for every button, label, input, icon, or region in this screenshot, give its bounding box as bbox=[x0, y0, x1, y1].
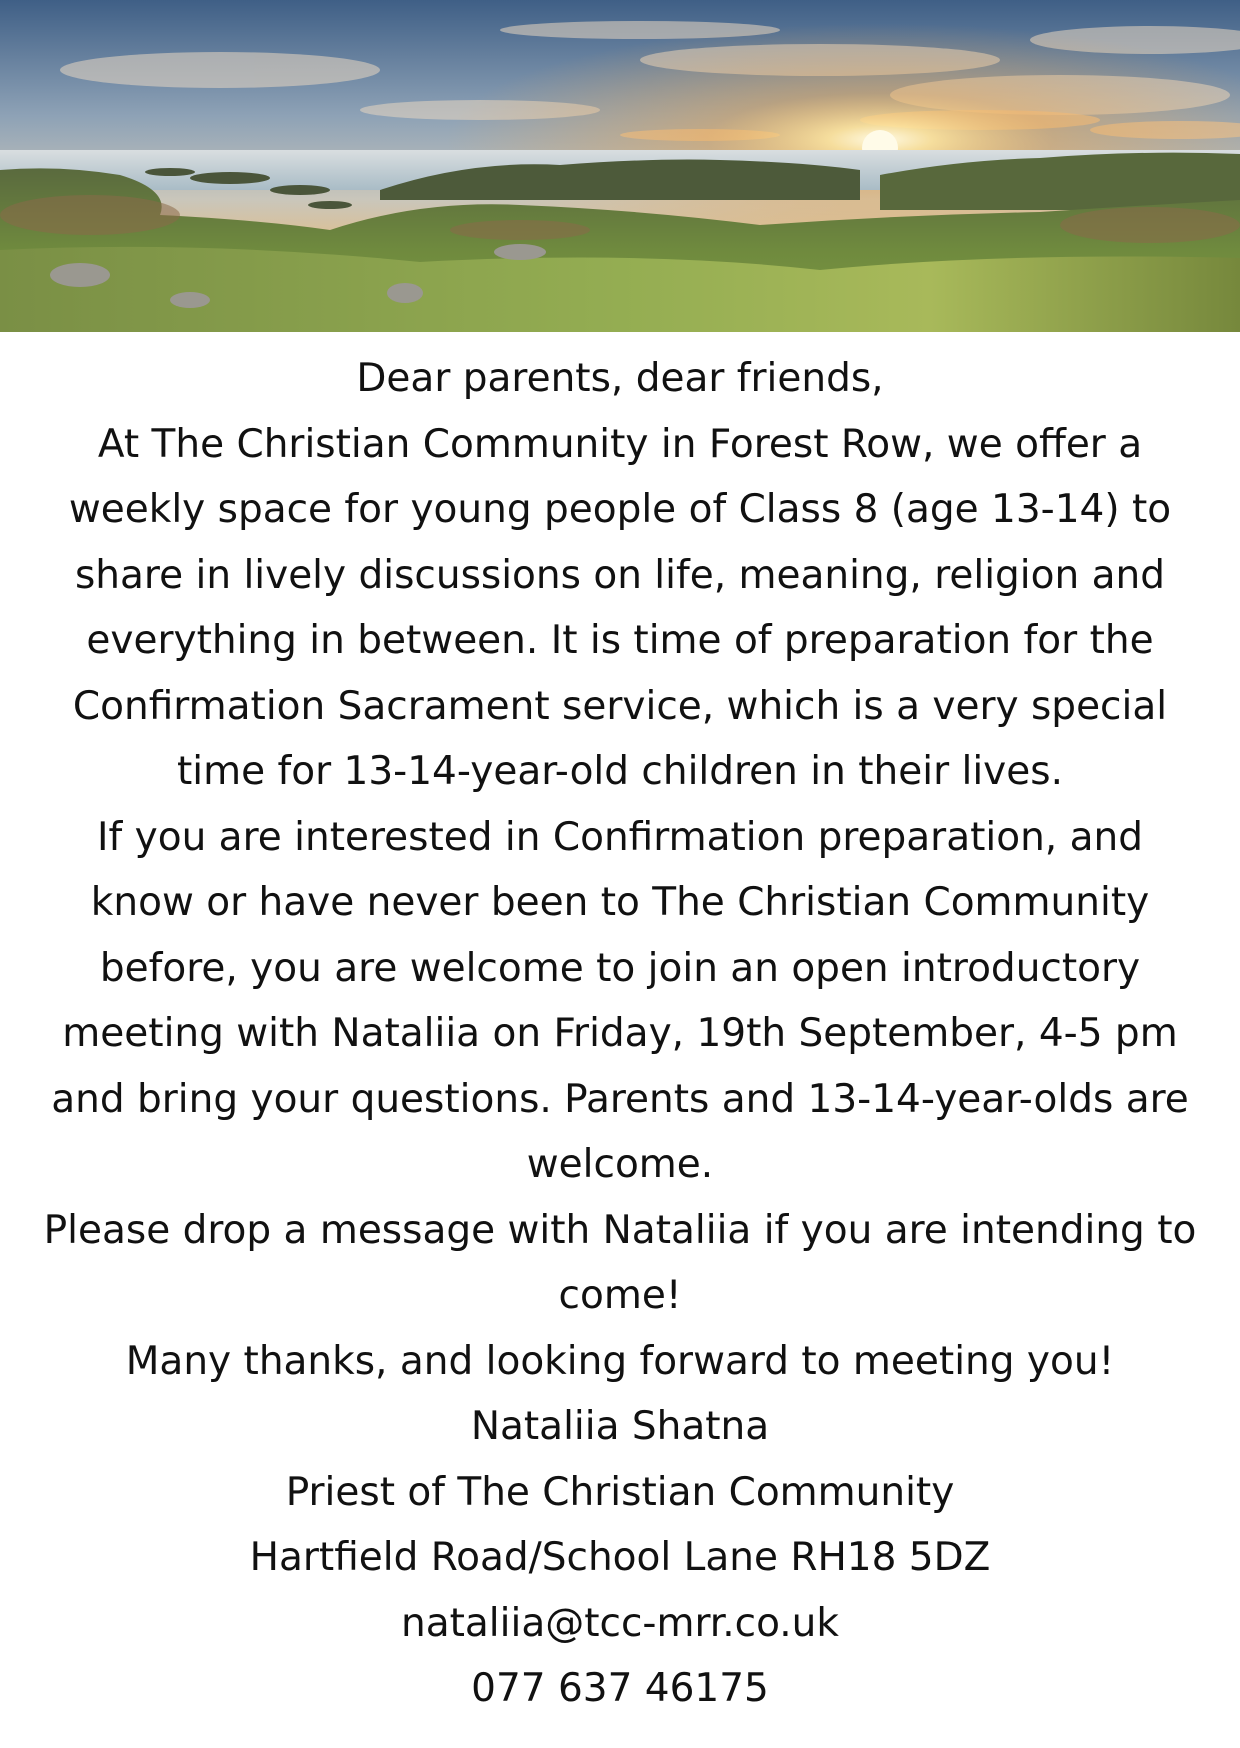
letter-greeting: Dear parents, dear friends, bbox=[356, 356, 884, 401]
letter-closing: Many thanks, and looking forward to meeting you! bbox=[125, 1338, 1115, 1384]
signature-phone: 077 637 46175 bbox=[471, 1666, 769, 1711]
coastal-sunset-landscape-photo bbox=[0, 0, 1240, 332]
signature-address: Hartfield Road/School Lane RH18 5DZ bbox=[249, 1535, 991, 1580]
signature-name: Nataliia Shatna bbox=[470, 1404, 770, 1449]
letter-paragraph-intro: At The Christian Community in Forest Row, we offer a weekly space for young people of Class 8 (age 13-14) to share in lively discussions on life, meaning, religion and everything in between. It is time of preparation for the Confirmation Sacrament service, which is a very special time for 13-14-year-old children in their lives. bbox=[68, 421, 1172, 794]
letter-body bbox=[40, 346, 1200, 1722]
signature-email: nataliia@tcc-mrr.co.uk bbox=[401, 1600, 839, 1646]
letter-paragraph-invitation: If you are interested in Confirmation preparation, and know or have never been to The Christian Community before, you are welcome to join an open introductory meeting with Nataliia on Friday, 19th September, 4-5 pm and bring your questions. Parents and 13-14-year-olds are welcome. bbox=[51, 814, 1189, 1187]
signature-title: Priest of The Christian Community bbox=[285, 1469, 955, 1515]
hero-landscape-image bbox=[0, 0, 1240, 332]
letter-paragraph-rsvp: Please drop a message with Nataliia if you are intending to come! bbox=[43, 1207, 1197, 1318]
